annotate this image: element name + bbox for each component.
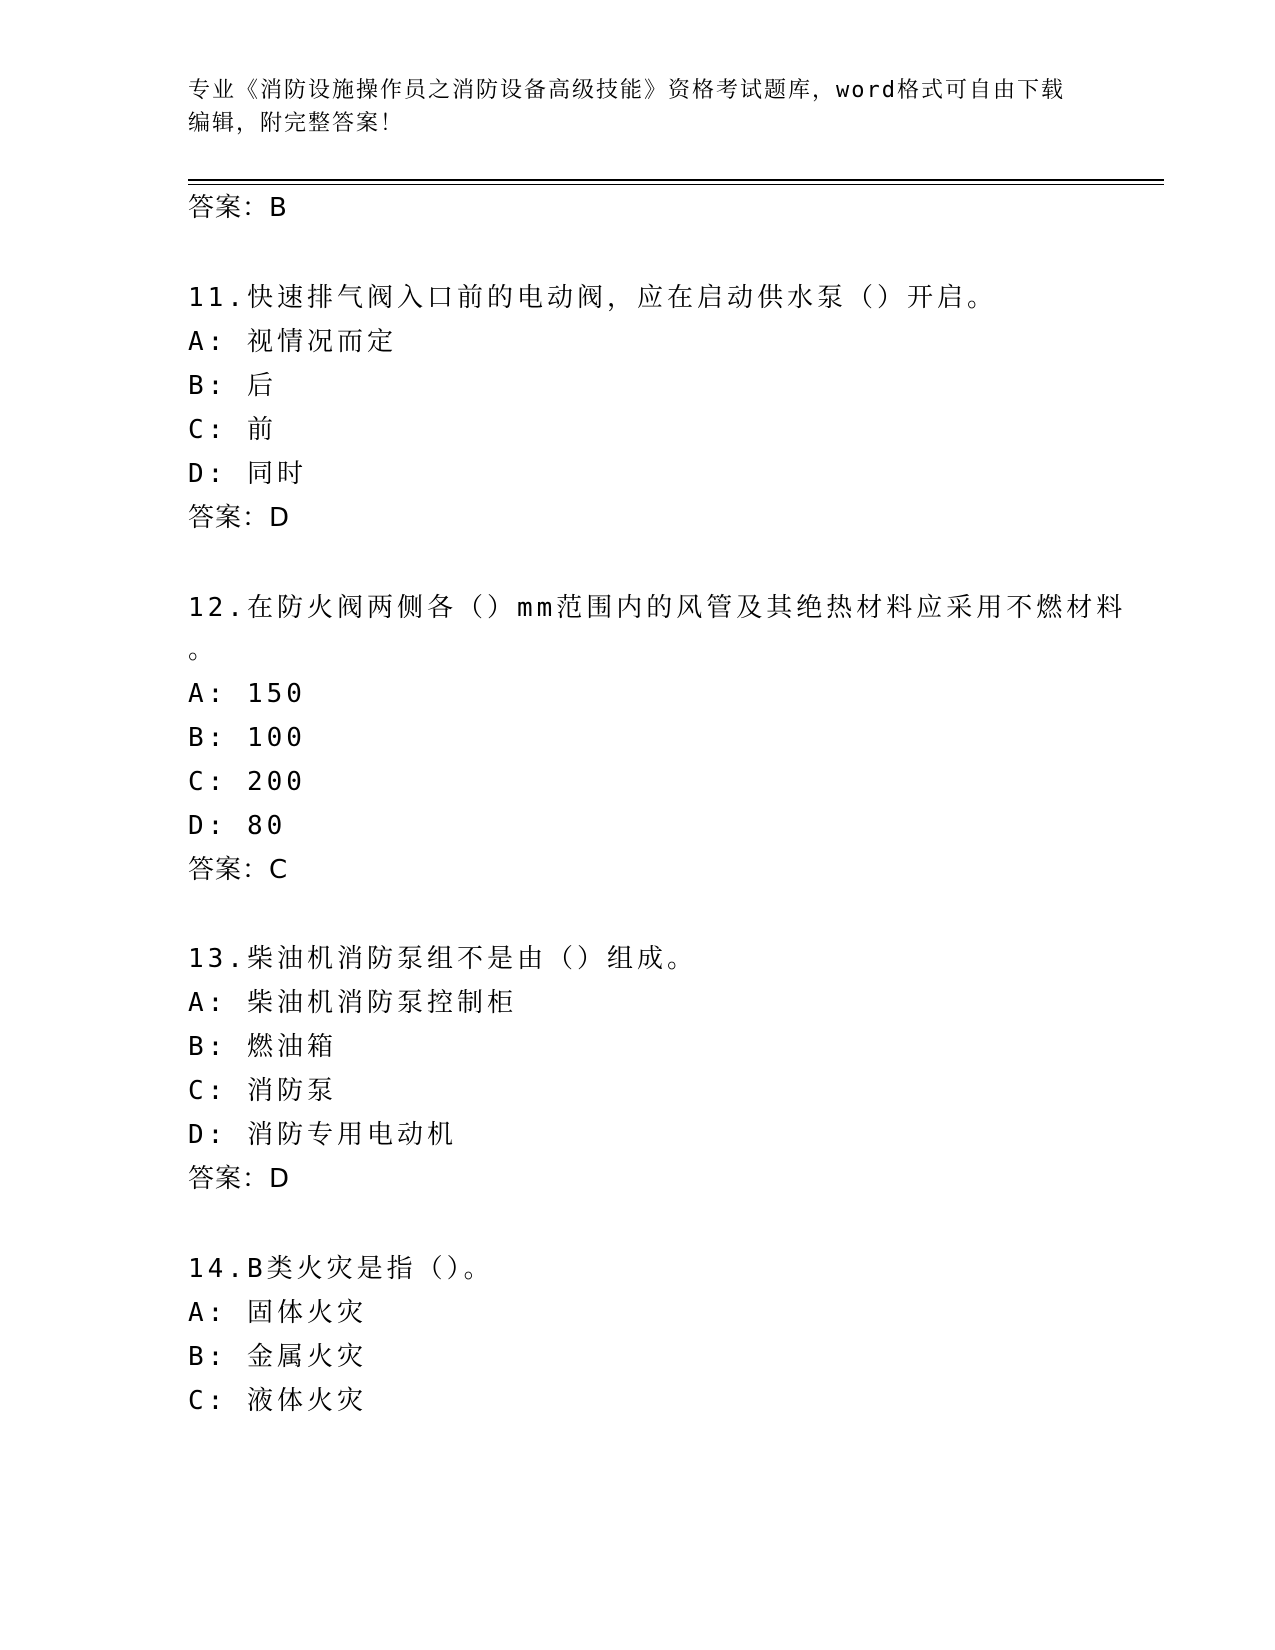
header-divider-thin bbox=[188, 184, 1164, 185]
question-12-option-d: D: 80 bbox=[188, 811, 287, 841]
previous-answer: 答案：B bbox=[188, 193, 288, 223]
question-14-option-b: B: 金属火灾 bbox=[188, 1342, 367, 1372]
question-11-option-a: A: 视情况而定 bbox=[188, 327, 397, 357]
question-14-option-a: A: 固体火灾 bbox=[188, 1298, 367, 1328]
question-12-stem-continuation: 。 bbox=[188, 635, 219, 665]
question-11-option-c: C: 前 bbox=[188, 415, 277, 445]
question-11-option-d: D: 同时 bbox=[188, 459, 307, 489]
header-divider-thick bbox=[188, 179, 1164, 181]
question-13-option-c: C: 消防泵 bbox=[188, 1076, 337, 1106]
question-14-stem: 14.B类火灾是指（）。 bbox=[188, 1254, 494, 1284]
question-13-option-d: D: 消防专用电动机 bbox=[188, 1120, 457, 1150]
question-14-option-c: C: 液体火灾 bbox=[188, 1386, 367, 1416]
question-12-stem: 12.在防火阀两侧各（）mm范围内的风管及其绝热材料应采用不燃材料 bbox=[188, 593, 1127, 623]
question-13-option-b: B: 燃油箱 bbox=[188, 1032, 337, 1062]
question-13-option-a: A: 柴油机消防泵控制柜 bbox=[188, 988, 517, 1018]
question-13-stem: 13.柴油机消防泵组不是由（）组成。 bbox=[188, 944, 697, 974]
question-11-option-b: B: 后 bbox=[188, 371, 277, 401]
question-12-answer: 答案：C bbox=[188, 855, 289, 885]
question-12-option-a: A: 150 bbox=[188, 679, 306, 709]
question-11-stem: 11.快速排气阀入口前的电动阀，应在启动供水泵（）开启。 bbox=[188, 283, 997, 313]
question-11-answer: 答案：D bbox=[188, 503, 291, 533]
question-12-option-b: B: 100 bbox=[188, 723, 306, 753]
question-13-answer: 答案：D bbox=[188, 1164, 291, 1194]
question-12-option-c: C: 200 bbox=[188, 767, 306, 797]
document-header-text: 专业《消防设施操作员之消防设备高级技能》资格考试题库，word格式可自由下载编辑，附完整答案！ bbox=[188, 78, 1065, 136]
